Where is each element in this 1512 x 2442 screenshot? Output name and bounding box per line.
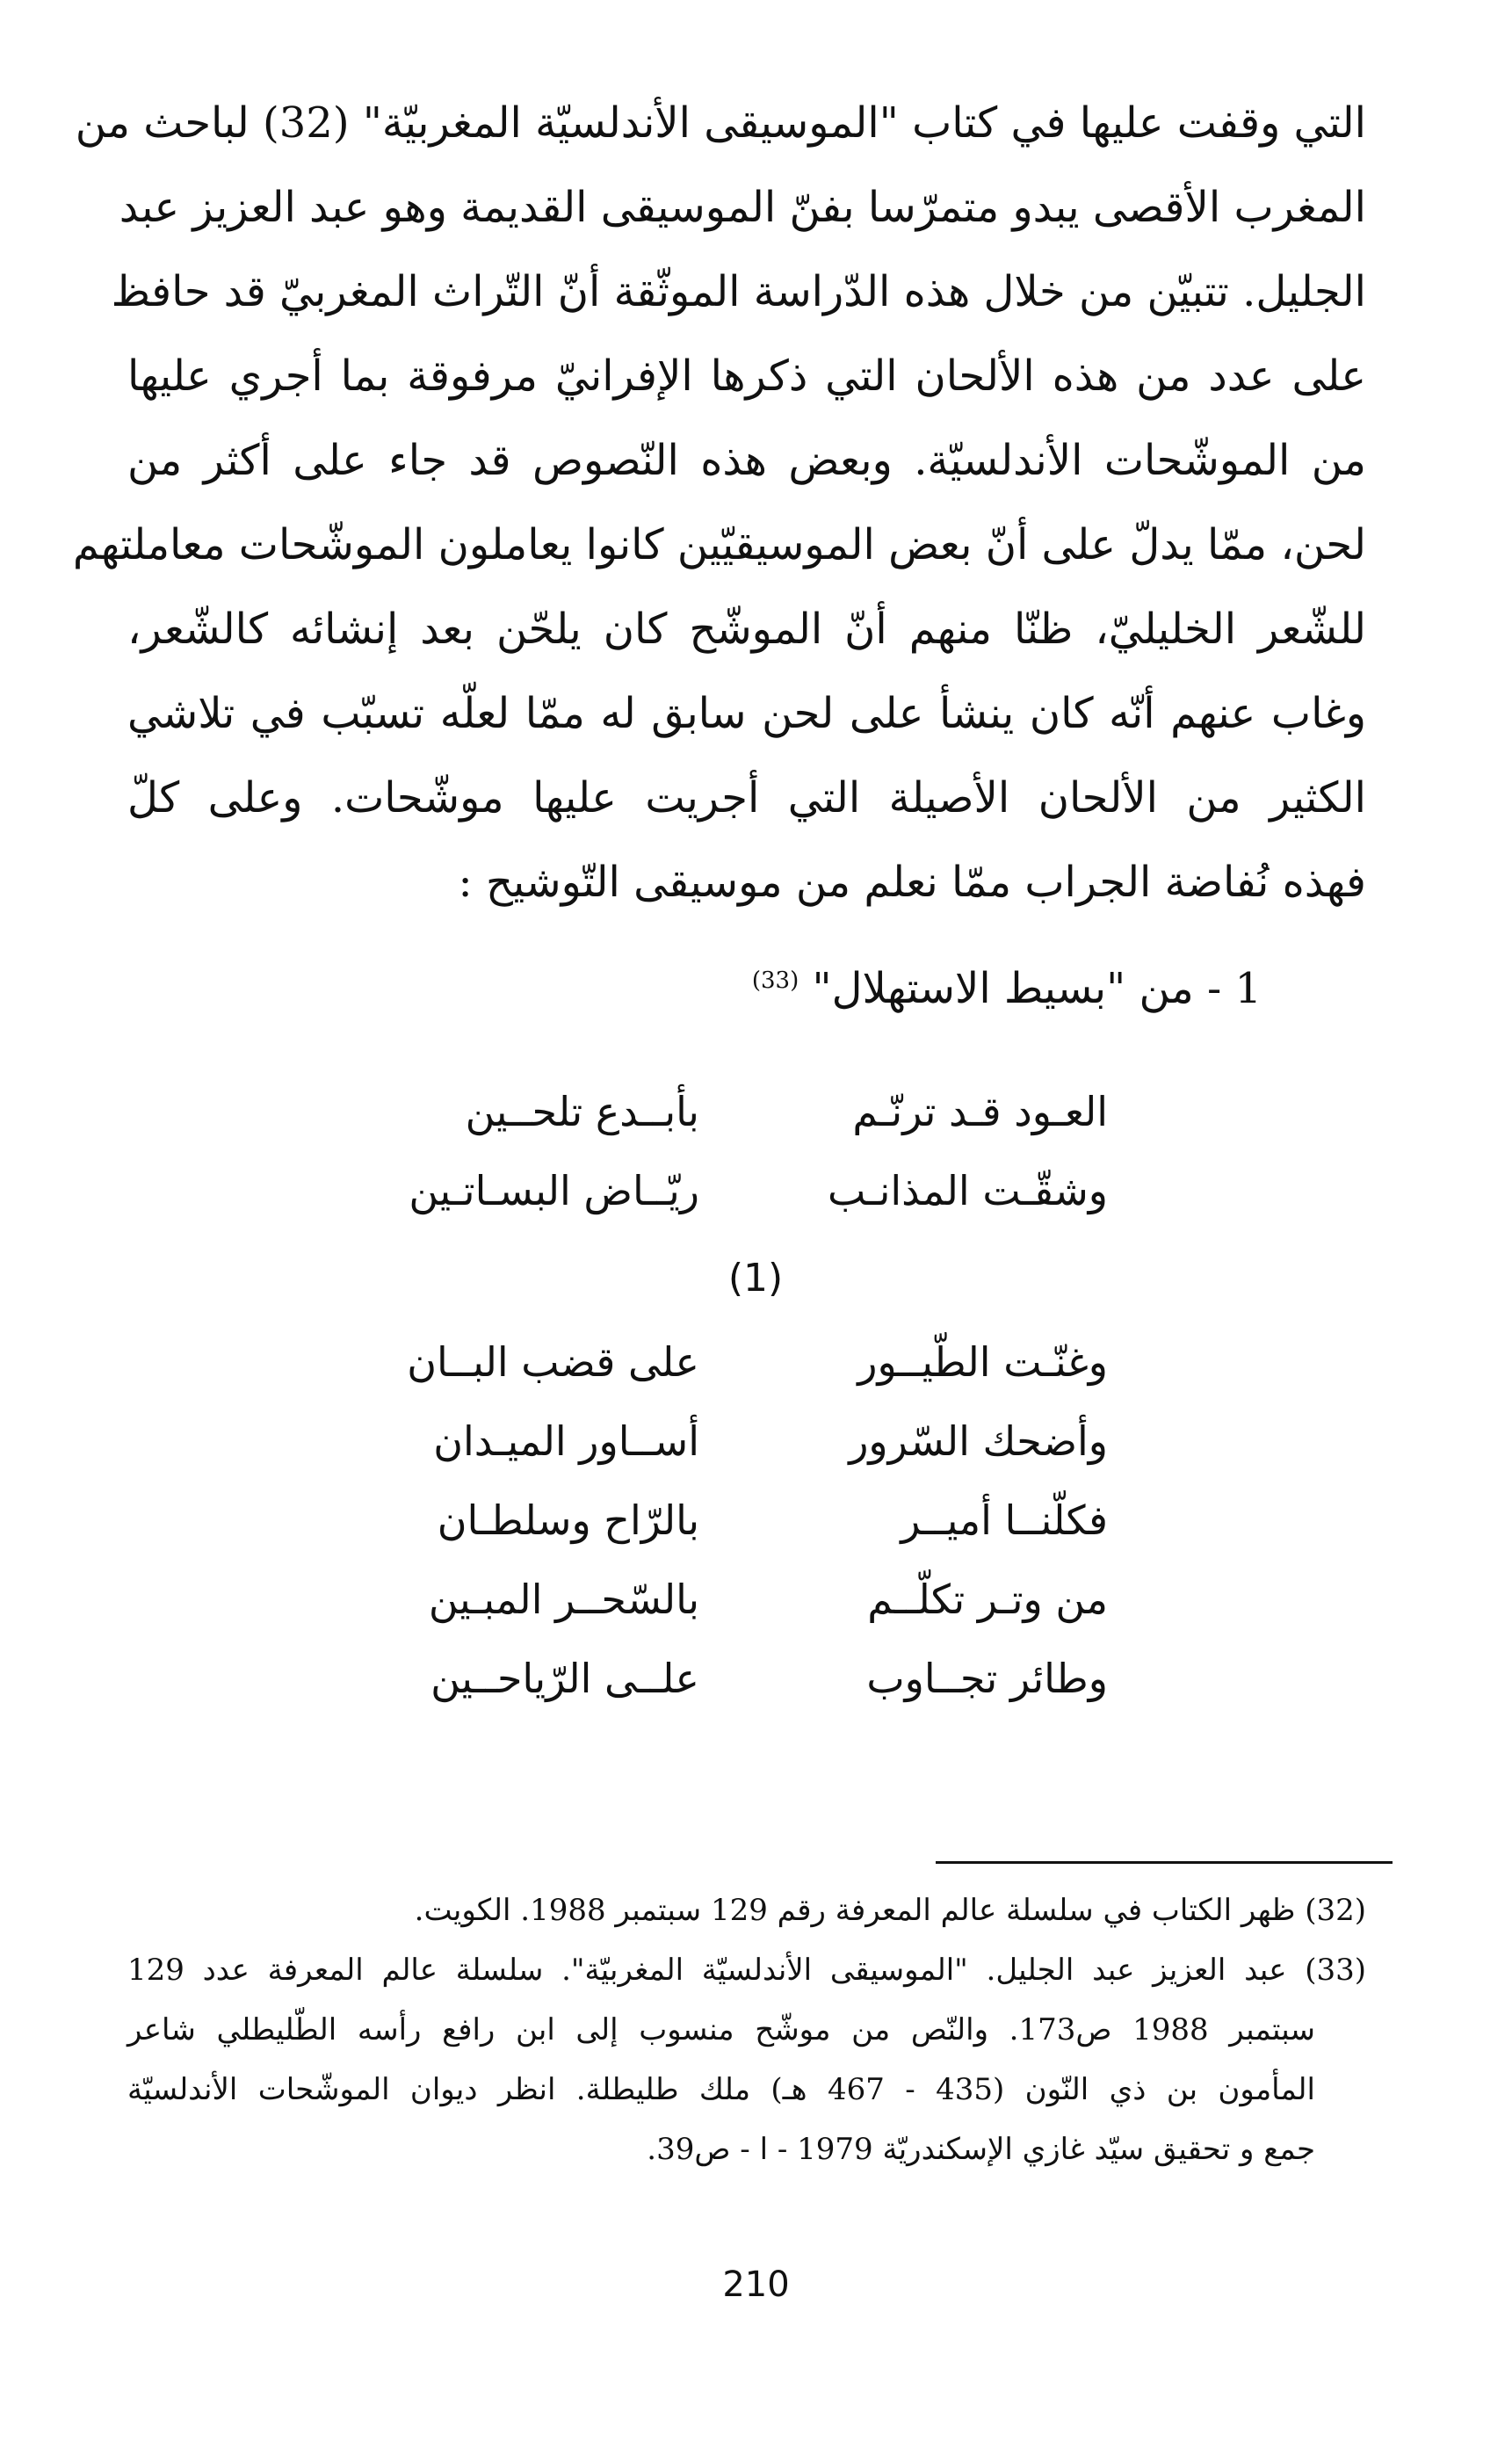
poem-verse: [0, 1639, 1512, 1718]
body-line: لحن، ممّا يدلّ على أنّ بعض الموسيقيّين كانوا يعاملون الموشّحات معاملتهم: [72, 520, 1366, 569]
verse-second-hemistich: بأبــدع تلحــين: [465, 1088, 699, 1135]
section-heading-text: 1 - من "بسيط الاستهلال": [812, 964, 1262, 1013]
body-line: فهذه نُفاضة الجراب ممّا نعلم من موسيقى التّوشيح :: [458, 858, 1366, 907]
poem-verse: [0, 1481, 1512, 1560]
footnote-reference: (33): [751, 967, 799, 994]
footnote-separator: [936, 1861, 1393, 1864]
body-line: من الموشّحات الأندلسيّة. وبعض هذه النّصوص قد جاء على أكثر من: [127, 436, 1367, 485]
body-line: الجليل. تتبيّن من خلال هذه الدّراسة الموثّقة أنّ التّراث المغربيّ قد حافظ: [111, 267, 1366, 316]
footnote-33: (33) عبد العزيز عبد الجليل. "الموسيقى الأندلسيّة المغربيّة". سلسلة عالم المعرفة عدد 129: [127, 1953, 1366, 1988]
verse-second-hemistich: ريّــاض البسـاتـين: [409, 1167, 699, 1214]
verse-first-hemistich: فكلّنــا أميــر: [901, 1496, 1108, 1544]
poem-verse: [0, 1322, 1512, 1402]
footnote-32: (32) ظهر الكتاب في سلسلة عالم المعرفة رقم 129 سبتمبر 1988. الكويت.: [414, 1893, 1366, 1928]
poem-verse: [0, 1072, 1512, 1151]
footnote-33-continuation: المأمون بن ذي النّون (435 - 467 هـ) ملك طليطلة. انظر ديوان الموشّحات الأندلسيّة: [127, 2072, 1315, 2107]
verse-second-hemistich: بالرّاح وسلطـان: [437, 1496, 699, 1544]
body-line: للشّعر الخليليّ، ظنّا منهم أنّ الموشّح كان يلحّن بعد إنشائه كالشّعر،: [127, 605, 1367, 654]
verse-second-hemistich: بالسّحــر المبـين: [428, 1576, 699, 1623]
verse-second-hemistich: على قضب البــان: [407, 1338, 699, 1386]
verse-first-hemistich: وشقّـت المذانـب: [827, 1167, 1108, 1214]
page-number: 210: [722, 2264, 790, 2305]
verse-second-hemistich: علــى الرّياحــين: [430, 1655, 699, 1702]
verse-first-hemistich: من وتـر تكلّــم: [867, 1576, 1108, 1623]
body-line: الكثير من الألحان الأصيلة التي أجريت عليها موشّحات. وعلى كلّ: [127, 773, 1366, 822]
verse-second-hemistich: أســاور الميـدان: [433, 1417, 699, 1465]
poem-verse: [0, 1402, 1512, 1481]
verse-first-hemistich: العـود قـد ترنّـم: [852, 1088, 1108, 1135]
poem-verse: [0, 1151, 1512, 1230]
verse-first-hemistich: وطائر تجــاوب: [866, 1655, 1108, 1702]
footnote-33-continuation: سبتمبر 1988 ص173. والنّص من موشّح منسوب إلى ابن رافع رأسه الطّليطلي شاعر: [127, 2012, 1315, 2047]
body-paragraph: [72, 81, 1367, 924]
poem-verse: [0, 1560, 1512, 1639]
body-line: التي وقفت عليها في كتاب "الموسيقى الأندلسيّة المغربيّة" (32) لباحث من: [75, 98, 1366, 148]
footnote-33-continuation: جمع و تحقيق سيّد غازي الإسكندريّة 1979 - ا - ص39.: [647, 2132, 1315, 2167]
body-line: وغاب عنهم أنّه كان ينشأ على لحن سابق له ممّا لعلّه تسبّب في تلاشي: [127, 689, 1366, 738]
body-line: على عدد من هذه الألحان التي ذكرها الإفرانيّ مرفوقة بما أجري عليها: [127, 351, 1367, 401]
verse-first-hemistich: وغنّـت الطّيــور: [857, 1338, 1108, 1386]
stanza-marker: (1): [727, 1256, 784, 1301]
footnotes: [127, 1880, 1366, 2179]
section-heading: [752, 958, 1262, 1019]
verse-first-hemistich: وأضحك السّرور: [849, 1417, 1108, 1465]
body-line: المغرب الأقصى يبدو متمرّسا بفنّ الموسيقى القديمة وهو عبد العزيز عبد: [119, 183, 1366, 232]
